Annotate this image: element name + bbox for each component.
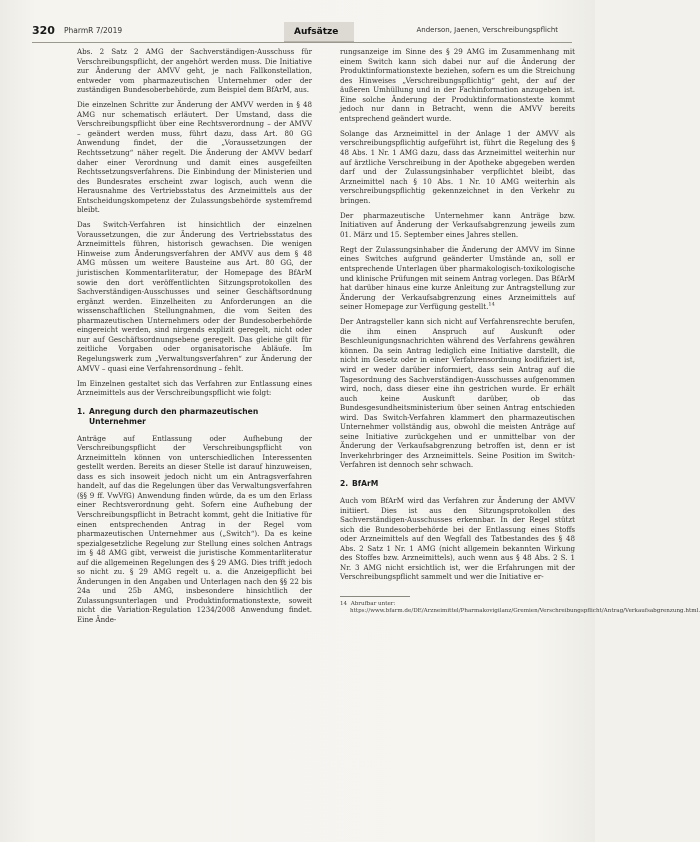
section-heading-2 xyxy=(340,479,575,489)
footnote-text[interactable]: Abrufbar unter: https://www.bfarm.de/DE/Arzneimittel/Pharmakovigilanz/Gremien/Verschreibungspflicht/Antrag/Verkaufsabgrenzung.html. xyxy=(350,600,700,615)
footnote-reference[interactable]: 14 xyxy=(488,301,495,308)
left-column xyxy=(77,47,312,630)
running-header xyxy=(32,24,572,40)
heading-text: BfArM xyxy=(352,478,379,488)
header-divider xyxy=(32,42,572,43)
paragraph: Solange das Arzneimittel in der Anlage 1 der AMVV als verschreibungspflichtig aufgeführt ist, führt die Regelung des § 48 Abs. 1 Nr. 1 AMG dazu, dass das Arzneimittel weiterhin nur auf ärztliche Verschreibung in der Apotheke abgegeben werden darf und der Zulassungsinhaber verpflichtet bleibt, das Arzneimittel nach § 10 Abs. 1 Nr. 10 AMG weiterhin als verschreibungspflichtig gekennzeichnet in den Verkehr zu bringen. xyxy=(340,128,575,205)
footnote-divider xyxy=(340,596,410,597)
page-number: 320 xyxy=(32,24,55,37)
paragraph: Der pharmazeutische Unternehmer kann Anträge bzw. Initiativen auf Änderung der Verkaufsabgrenzung jeweils zum 01. März und 15. September eines Jahres stellen. xyxy=(340,210,575,239)
paragraph: Anträge auf Entlassung oder Aufhebung der Verschreibungspflicht der Verschreibungspflicht von Arzneimitteln können von unterschiedlichen Interessenten gestellt werden. Bereits an dieser Stelle ist darauf hinzuweisen, dass es sich insoweit jedoch nicht um ein Antragsverfahren handelt, auf das die Regelungen über das Verwaltungsverfahren (§§ 9 ff. VwVfG) Anwendung finden würde, da es um den Erlass einer Rechtsverordnung geht. Sofern eine Aufhebung der Verschreibungspflicht in Betracht kommt, geht die Initiative für einen entsprechenden Antrag in der Regel vom pharmazeutischen Unternehmer aus („Switch“). Da es keine spezialgesetzliche Regelung zur Stellung eines solchen Antrags im § 48 AMG gibt, verweist die juristische Kommentarliteratur auf die allgemeinen Regelungen des § 29 AMG. Dies trifft jedoch so nicht zu. § 29 AMG regelt u. a. die Anzeigepflicht bei Änderungen in den Angaben und Unterlagen nach den §§ 22 bis 24a und 25b AMG, insbesondere hinsichtlich der Zulassungsunterlagen und Produktinformationstexte, soweit nicht die Variation-Regulation 1234/2008 Anwendung findet. Eine Ände- xyxy=(77,433,312,625)
heading-text-continued: Unternehmer xyxy=(89,416,146,426)
journal-issue: PharmR 7/2019 xyxy=(64,26,123,35)
paragraph: rungsanzeige im Sinne des § 29 AMG im Zusammenhang mit einem Switch kann sich dabei nur auf die Änderung der Produktinformationstexte beziehen, sofern es um die Streichung des Hinweises „Verschreibungspflichtig“ geht, der auf der äußeren Umhüllung und in der Fachinformation anzugeben ist. Eine solche Änderung der Produktinformationstexte kommt jedoch nur dann in Betracht, wenn die AMVV bereits entsprechend geändert wurde. xyxy=(340,47,575,123)
paragraph: Auch vom BfArM wird das Verfahren zur Änderung der AMVV initiiert. Dies ist aus den Sitzungsprotokollen des Sachverständigen-Ausschusses erkennbar. In der Regel stützt sich die Bundesoberbehörde bei der Entlassung eines Stoffs oder Arzneimittels auf den Wegfall des Tatbestandes des § 48 Abs. 2 Satz 1 Nr. 1 AMG (nicht allgemein bekannten Wirkung des Stoffes bzw. Arzneimittels), auch wenn aus § 48 Abs. 2 S. 1 Nr. 3 AMG nicht ersichtlich ist, wer die Erfahrungen mit der Verschreibungspflicht sammelt und wer die Initiative er- xyxy=(340,495,575,582)
heading-number: 1. xyxy=(77,406,86,416)
paragraph-text: Regt der Zulassungsinhaber die Änderung der AMVV im Sinne eines Switches aufgrund geänderter Umstände an, soll er entsprechende Unterlagen über pharmakologisch-toxikologische und klinische Prüfungen mit seinem Antrag vorlegen. Das BfArM hat darüber hinaus eine kurze Anleitung zur Antragstellung zur Änderung der Verkaufsabgrenzung eines Arzneimittels auf seiner Homepage zur Verfügung gestellt. xyxy=(340,244,575,312)
section-title: Aufsätze xyxy=(294,27,339,37)
section-heading-1 xyxy=(77,407,312,427)
footnote-number: 14 xyxy=(340,600,348,607)
paragraph: Der Antragsteller kann sich nicht auf Verfahrensrechte berufen, die ihm einen Anspruch auf Auskunft oder Beschleunigungsnachrichten während des Verfahrens gewähren können. Da sein Antrag lediglich eine Initiative darstellt, die nicht im Gesetz oder in einer Verfahrensordnung kodifiziert ist, wird er weder darüber informiert, dass sein Antrag auf die Tagesordnung des Sachverständigen-Ausschusses aufgenommen wird, noch, dass dieser eine ihn gestrichen wurde. Er erhält auch keine Auskunft darüber, ob das Bundesgesundheitsministerium über seinen Antrag entschieden wird. Das Switch-Verfahren klammert den pharmazeutischen Unternehmer vollständig aus, obwohl die meisten Anträge auf seine Initiative zurückgehen und er unmittelbar von der Änderung der Verkaufsabgrenzung betroffen ist, denn er ist Inverkehrbringer des Arzneimittels. Seine Position im Switch-Verfahren ist dennoch sehr schwach. xyxy=(340,317,575,470)
paragraph: Die einzelnen Schritte zur Änderung der AMVV werden in § 48 AMG nur schematisch erläutert. Der Umstand, dass die Verschreibungspflicht über eine Rechtsverordnung – der AMVV – geändert werden muss, führt dazu, dass Art. 80 GG Anwendung findet, der die „Voraussetzungen der Rechtssetzung“ näher regelt. Die Änderung der AMVV bedarf daher einer Verordnung und damit eines ausgefeilten Rechtssetzungsverfahrens. Die Einbindung der Ministerien und des Bundesrates erscheint zwar logisch, auch wenn die Herausnahme des Vertriebsstatus des Arzneimittels aus der Entscheidungskompetenz der Zulassungsbehörde systemfremd bleibt. xyxy=(77,100,312,215)
paragraph xyxy=(340,245,575,312)
right-column xyxy=(340,47,700,622)
heading-text: Anregung durch den pharmazeutischen xyxy=(89,406,259,416)
footnote xyxy=(340,600,700,616)
running-authors: Anderson, Jaenen, Verschreibungspflicht xyxy=(416,26,558,34)
paragraph: Abs. 2 Satz 2 AMG der Sachverständigen-Ausschuss für Verschreibungspflicht, der angehört werden muss. Die Initiative zur Änderung der AMVV geht, je nach Fallkonstellation, entweder vom pharmazeutischen Unternehmer oder der zuständigen Bundesoberbehörde, zum Beispiel dem BfArM, aus. xyxy=(77,47,312,95)
heading-number: 2. xyxy=(340,478,349,488)
paragraph: Das Switch-Verfahren ist hinsichtlich der einzelnen Voraussetzungen, die zur Änderung des Vertriebsstatus des Arzneimittels führen, historisch gewachsen. Die wenigen Hinweise zum Änderungsverfahren der AMVV aus dem § 48 AMG müssen um weitere Bausteine aus Art. 80 GG, der juristischen Kommentarliteratur, der Homepage des BfArM sowie den dort veröffentlichten Sitzungsprotokollen des Sachverständigen-Ausschusses und seiner Geschäftsordnung ergänzt werden. Einzelheiten zu Anforderungen an die wissenschaftlichen Stellungnahmen, die vom Seiten des pharmazeutischen Unternehmers oder der Bundesoberbehörde eingereicht werden, sind nirgends explizit geregelt, nicht oder nur auf Geschäftsordnungsebene geregelt. Das gleiche gilt für zeitliche Vorgaben oder organisatorische Abläufe. Im Regelungswerk zum „Verwaltungsverfahren“ zur Änderung der AMVV – quasi eine Verfahrensordnung – fehlt. xyxy=(77,220,312,373)
paragraph: Im Einzelnen gestaltet sich das Verfahren zur Entlassung eines Arzneimittels aus der Verschreibungspflicht wie folgt: xyxy=(77,378,312,398)
